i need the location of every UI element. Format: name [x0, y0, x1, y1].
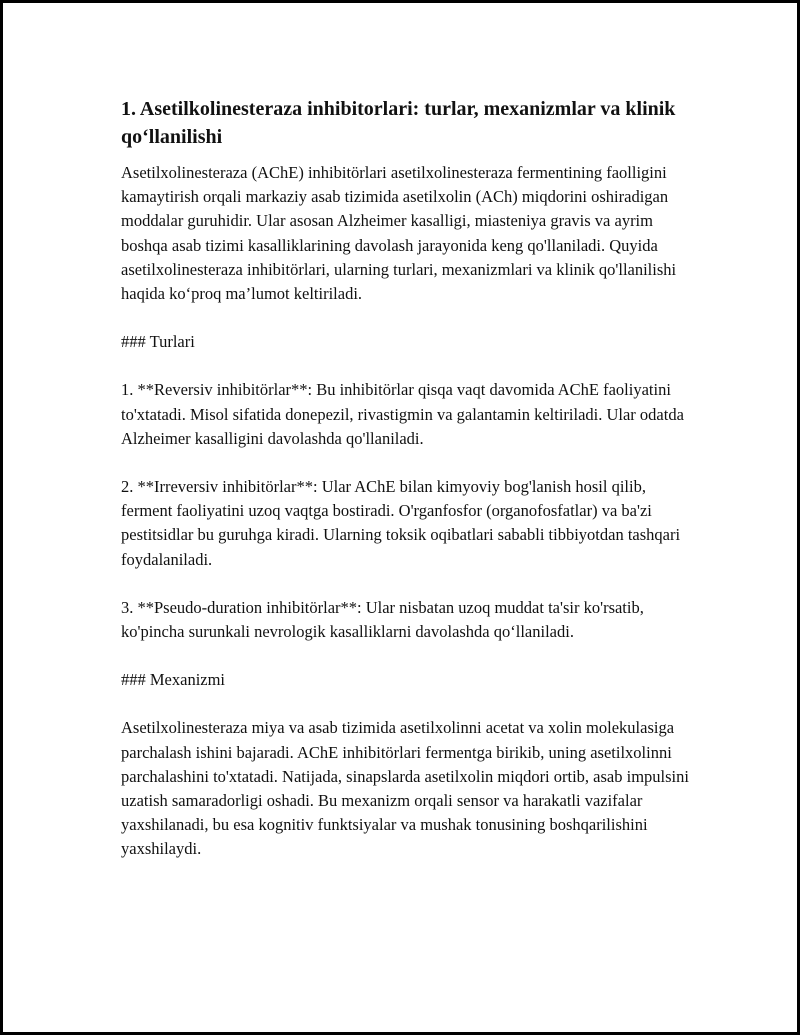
list-item-pseudo-duration: 3. **Pseudo-duration inhibitörlar**: Ular nisbatan uzoq muddat ta'sir ko'rsatib, ko'pincha surunkali nevrologik kasalliklarni davolashda qo‘llaniladi.	[121, 597, 644, 642]
list-item-reversible: 1. **Reversiv inhibitörlar**: Bu inhibitörlar qisqa vaqt davomida AChE faoliyatini to'xtatadi. Misol sifatida donepezil, rivastigmin va galantamin keltiriladi. Ular odatda Alzheimer kasalligini davolashda qo'llaniladi.	[121, 380, 684, 448]
list-item-irreversible: 2. **Irreversiv inhibitörlar**: Ular AChE bilan kimyoviy bog'lanish hosil qilib, ferment faoliyatini uzoq vaqtga bostiradi. O'rganfosfor (organofosfatlar) va ba'zi pestitsidlar bu guruhga kiradi. Ularning toksik oqibatlari sababli tibbiyotdan tashqari foydalaniladi.	[121, 477, 681, 569]
section-heading-types: ### Turlari	[121, 332, 195, 352]
document-title: 1. Asetilkolinesteraza inhibitorlari: turlar, mexanizmlar va klinik qo‘llanilishi	[121, 98, 676, 148]
document-body	[121, 95, 701, 886]
intro-paragraph: Asetilxolinesteraza (AChE) inhibitörlari asetilxolinesteraza fermentining faolligini kamaytirish orqali markaziy asab tizimida asetilxolin (ACh) miqdorini oshiradigan moddalar guruhidir. Ular asosan Alzheimer kasalligi, miasteniya gravis va ayrim boshqa asab tizimi kasalliklarining davolash jarayonida keng qo'llaniladi. Quyida asetilxolinesteraza inhibitörlari, ularning turlari, mexanizmlari va klinik qo'llanilishi haqida ko‘proq ma’lumot keltiriladi.	[121, 163, 677, 304]
mechanism-paragraph: Asetilxolinesteraza miya va asab tizimida asetilxolinni acetat va xolin molekulasiga parchalash ishini bajaradi. AChE inhibitörlari fermentga birikib, uning asetilxolinni parchalashini to'xtatadi. Natijada, sinapslarda asetilxolin miqdori ortib, asab impulsini uzatish samaradorligi oshadi. Bu mexanizm orqali sensor va harakatli vazifalar yaxshilanadi, bu esa kognitiv funktsiyalar va mushak tonusining boshqarilishini yaxshilaydi.	[121, 718, 689, 859]
section-heading-mechanism: ### Mexanizmi	[121, 670, 226, 690]
